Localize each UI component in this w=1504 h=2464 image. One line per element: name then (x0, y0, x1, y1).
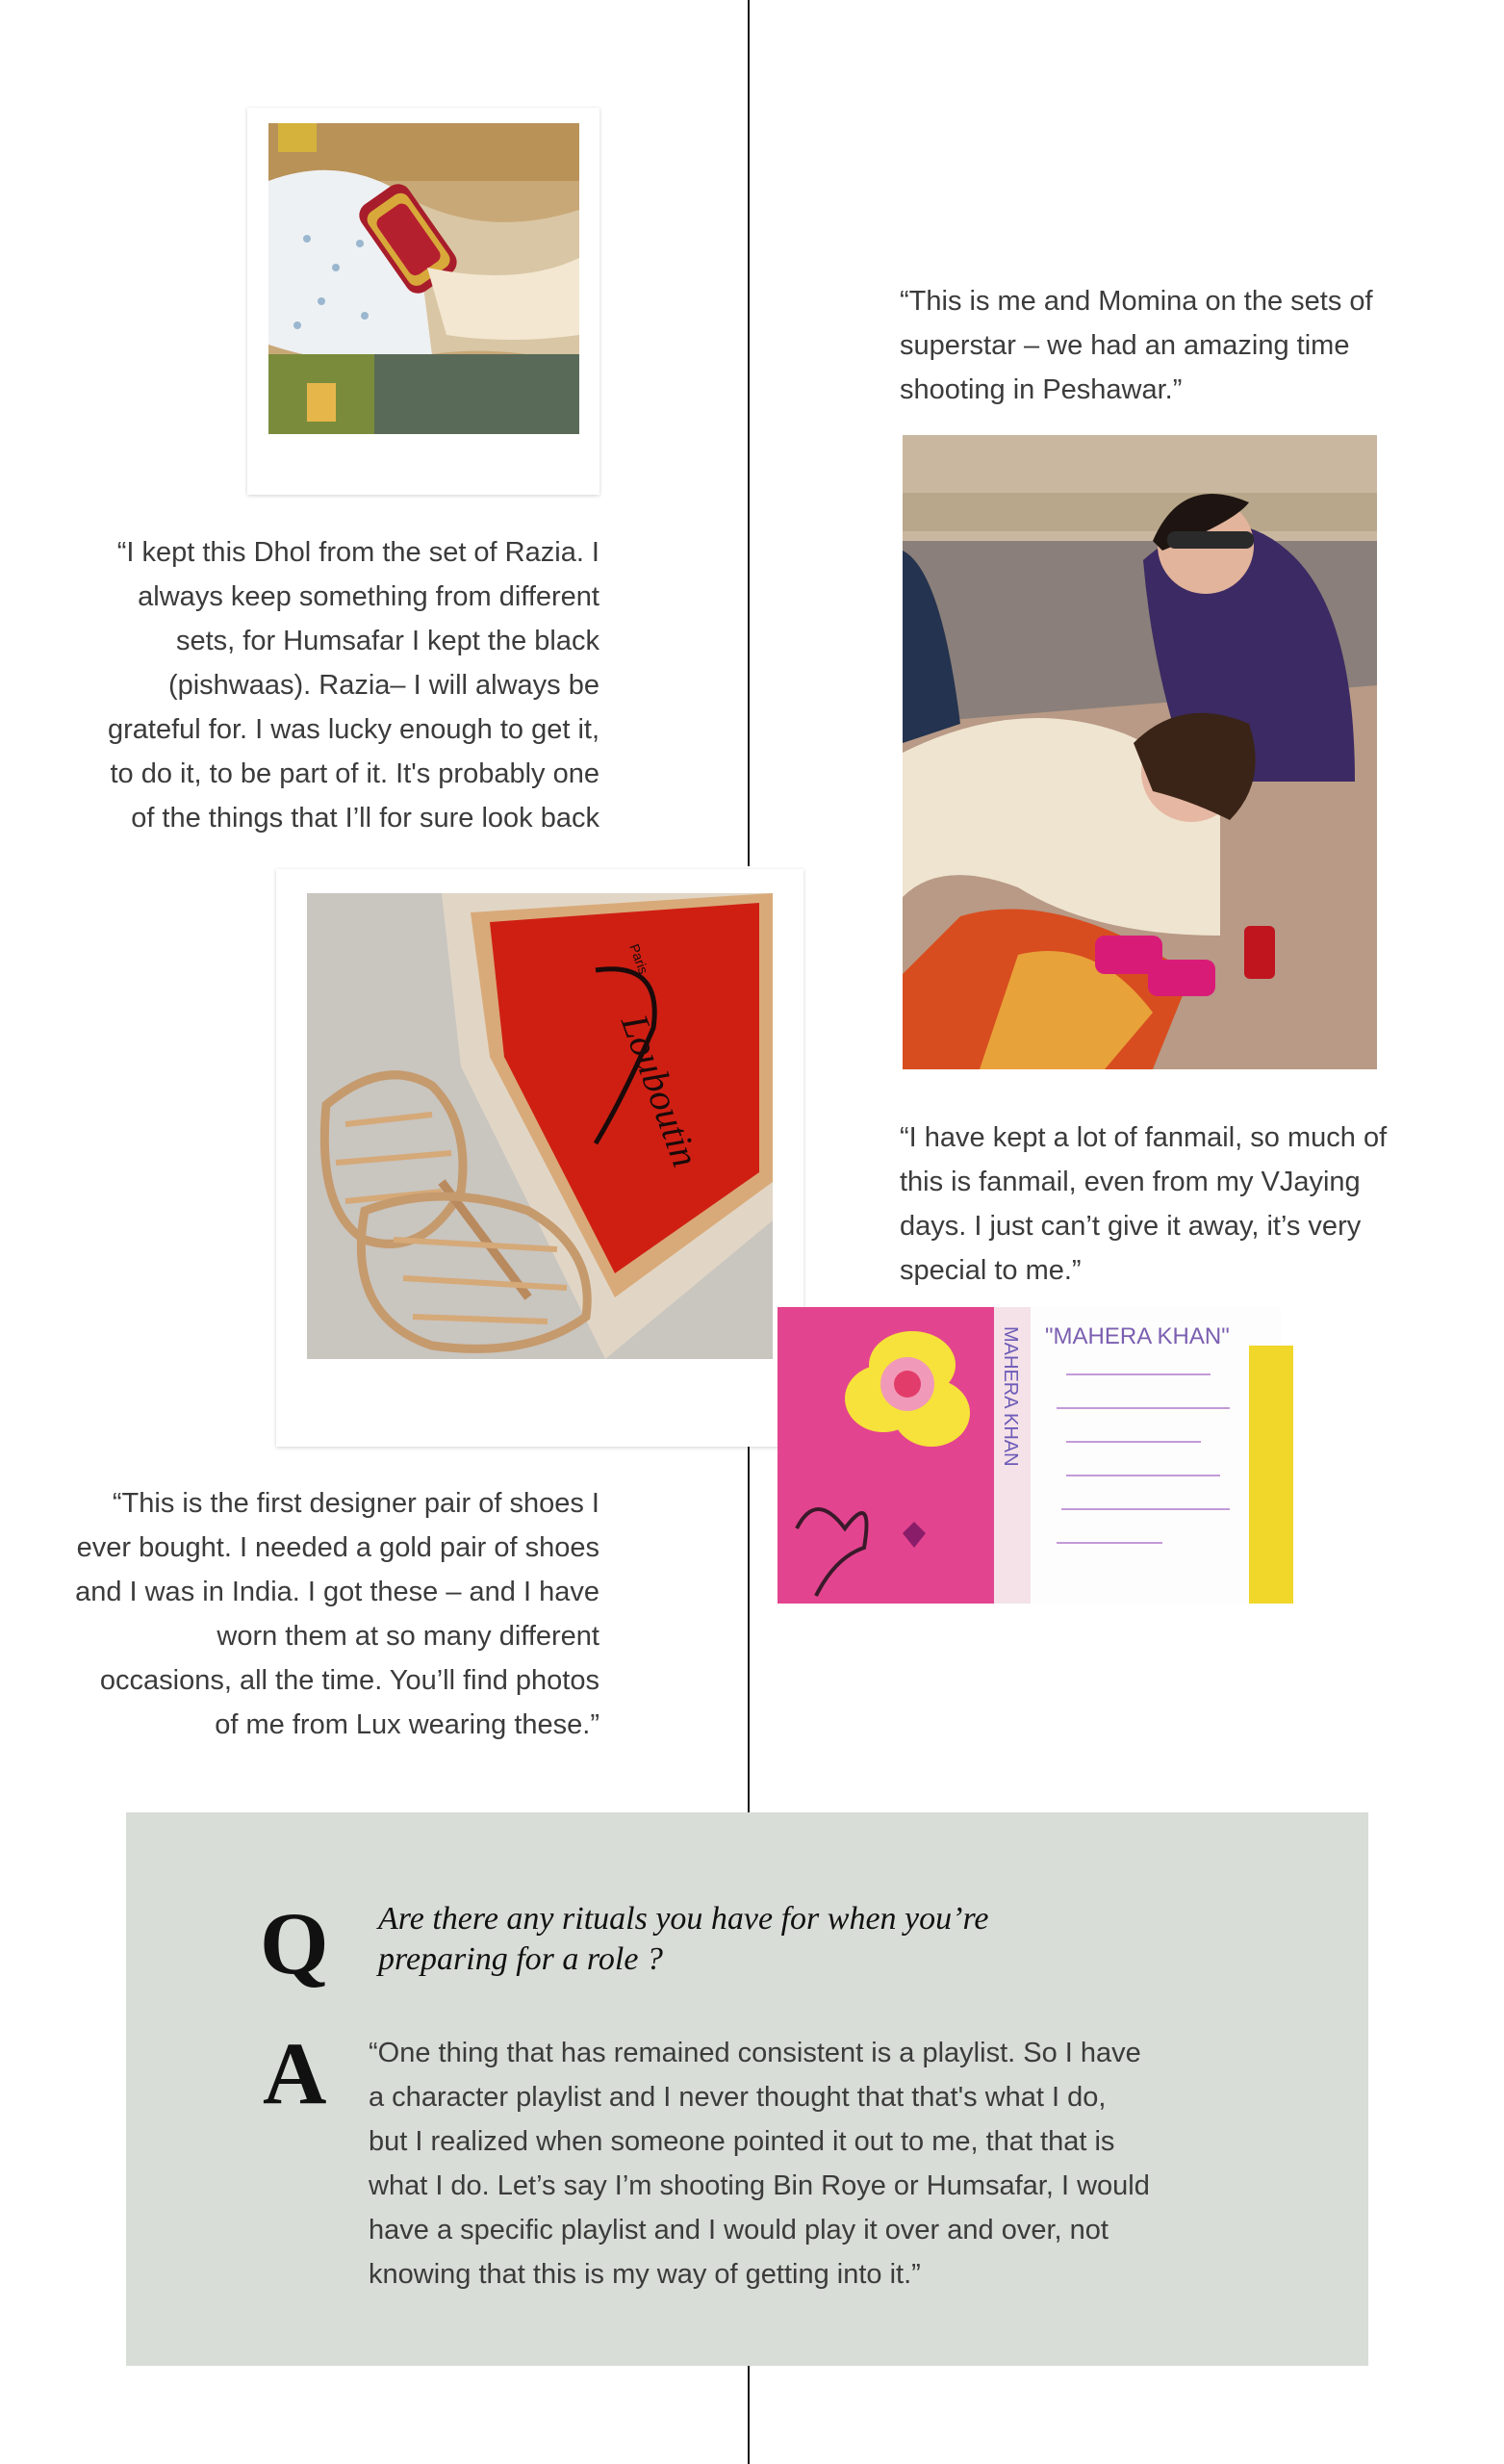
answer-text: “One thing that has remained consistent is a playlist. So I have a character playlist and I never thought that that's what I do, but I realized when someone pointed it out to me, that that is what I do. Let’s say I’m shooting Bin Roye or Humsafar, I would have a specific playlist and I would play it over and over, not knowing that this is my way of getting into it.” (369, 2038, 1150, 2290)
quote-dhol: “I kept this Dhol from the set of Razia. I always keep something from different sets, for Humsafar I kept the black (pishwaas). Razia– I will always be grateful for. I was lucky enough to get it, to do it, to be part of it. It's probably one of the things that I’ll for sure look back (107, 537, 599, 834)
center-divider-top (748, 0, 750, 866)
center-divider-bottom (748, 2366, 750, 2464)
photo-mahira-momina (903, 435, 1377, 1069)
shoebox-brand-text: Louboutin (612, 1009, 708, 1173)
question-text: Are there any rituals you have for when you’re preparing for a role ? (378, 1901, 989, 1977)
polaroid-shoes (276, 869, 803, 1447)
fanmail-side-name: MAHERA KHAN (1000, 1326, 1021, 1467)
photo-fanmail (777, 1307, 1293, 1604)
photo-dhol-bangles (268, 123, 579, 434)
center-divider-middle (748, 1444, 750, 1812)
polaroid-dhol (247, 108, 599, 495)
photo-gold-shoes (307, 893, 773, 1359)
quote-fanmail: “I have kept a lot of fanmail, so much of this is fanmail, even from my VJaying days. I just can’t give it away, it’s very special to me.” (900, 1122, 1388, 1286)
question-letter: Q (260, 1894, 329, 1992)
quote-momina: “This is me and Momina on the sets of superstar – we had an amazing time shooting in Peshawar.” (900, 286, 1373, 405)
fanmail-card-title: "MAHERA KHAN" (1045, 1323, 1230, 1349)
shoebox-city-text: Paris (626, 941, 652, 977)
answer-letter: A (263, 2024, 327, 2122)
qa-section (126, 1812, 1368, 2366)
quote-shoes: “This is the first designer pair of shoes I ever bought. I needed a gold pair of shoes and I was in India. I got these – and I have worn them at so many different occasions, all the time. You’ll find photos of me from Lux wearing these.” (75, 1488, 599, 1740)
